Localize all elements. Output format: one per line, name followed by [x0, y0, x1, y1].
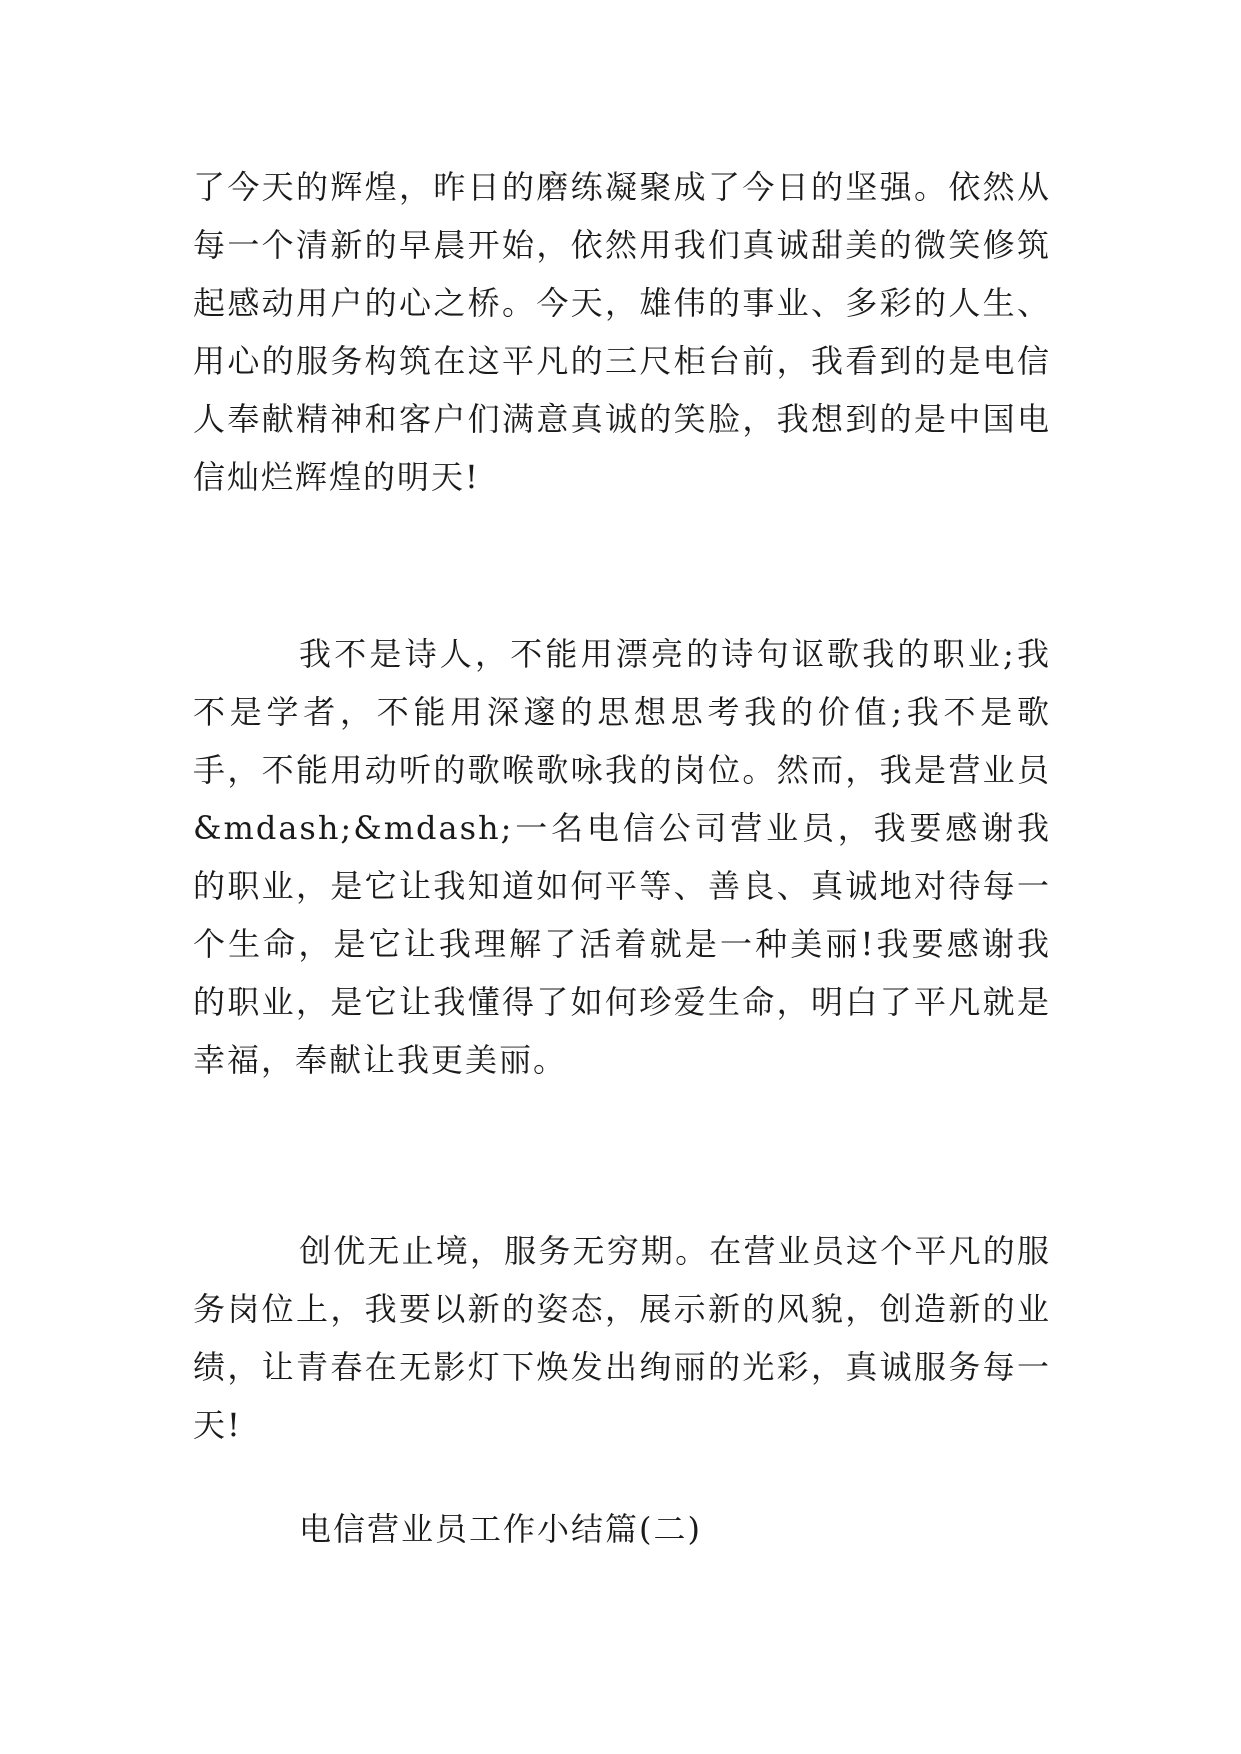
paragraph-continuation: 了今天的辉煌，昨日的磨练凝聚成了今日的坚强。依然从每一个清新的早晨开始，依然用我们真诚甜美的微笑修筑起感动用户的心之桥。今天，雄伟的事业、多彩的人生、用心的服务构筑在这平凡的三尺柜台前，我看到的是电信人奉献精神和客户们满意真诚的笑脸，我想到的是中国电信灿烂辉煌的明天!: [193, 168, 1051, 496]
paragraph-profession: 我不是诗人，不能用漂亮的诗句讴歌我的职业;我不是学者，不能用深邃的思想思考我的价值;我不是歌手，不能用动听的歌喉歌咏我的岗位。然而，我是营业员&mdash;&mdash;一名电信公司营业员，我要感谢我的职业，是它让我知道如何平等、善良、真诚地对待每一个生命，是它让我理解了活着就是一种美丽!我要感谢我的职业，是它让我懂得了如何珍爱生命，明白了平凡就是幸福，奉献让我更美丽。: [193, 635, 1051, 1079]
paragraph-service: 创优无止境，服务无穷期。在营业员这个平凡的服务岗位上，我要以新的姿态，展示新的风貌，创造新的业绩，让青春在无影灯下焕发出绚丽的光彩，真诚服务每一天!: [193, 1232, 1051, 1444]
section-heading: 电信营业员工作小结篇(二): [299, 1510, 702, 1548]
